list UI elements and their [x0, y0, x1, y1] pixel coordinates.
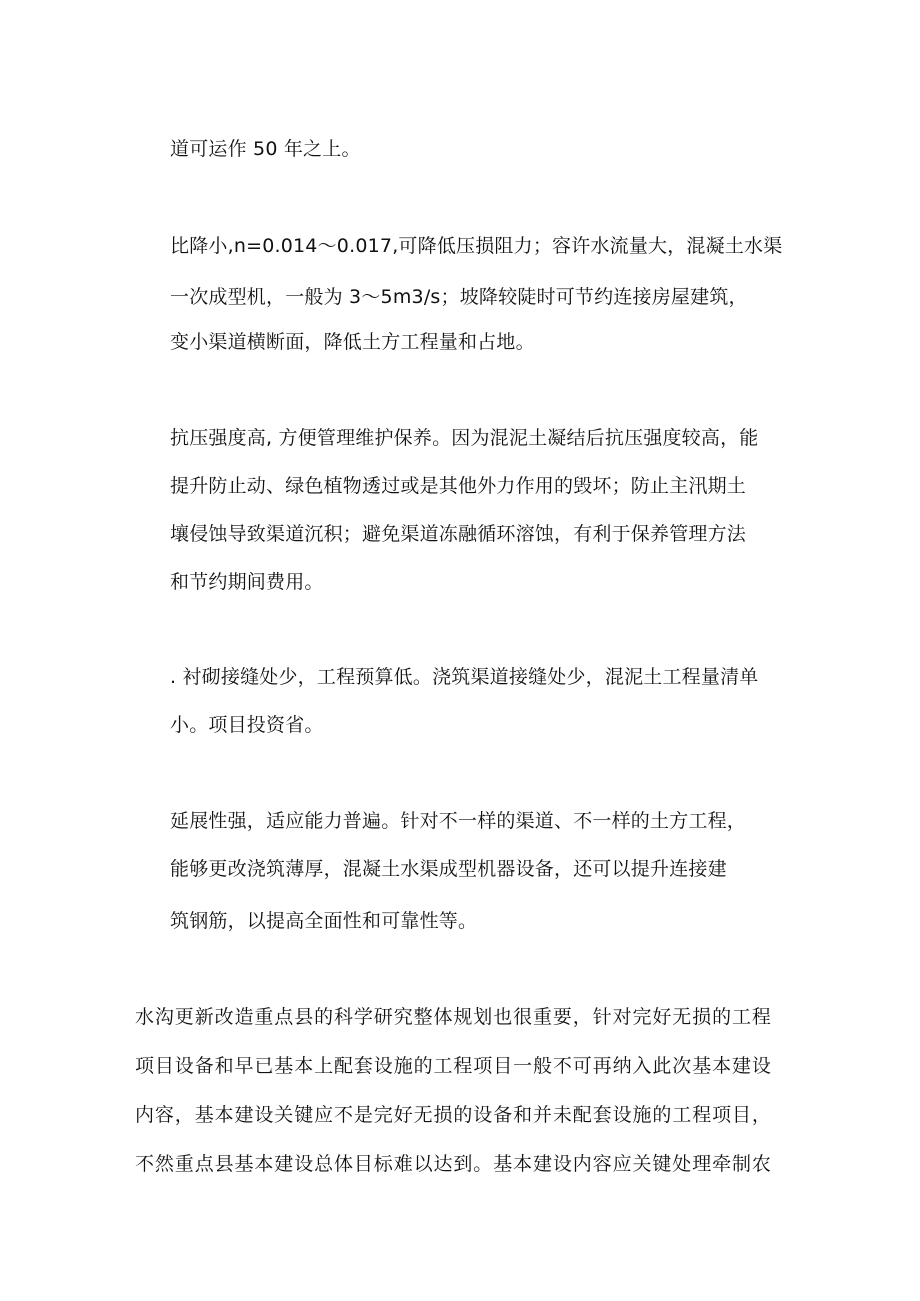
text-line: 项目设备和早已基本上配套设施的工程项目一般不可再纳入此次基本建设	[135, 1055, 772, 1077]
text-line: 筑钢筋，以提高全面性和可靠性等。	[170, 910, 478, 932]
text-line: 水沟更新改造重点县的科学研究整体规划也很重要，针对完好无损的工程	[135, 1006, 772, 1028]
text-line: 能够更改浇筑薄厚，混凝土水渠成型机器设备，还可以提升连接建	[170, 858, 727, 880]
text-line: . 衬砌接缝处少，工程预算低。浇筑渠道接缝处少，混泥土工程量清单	[170, 666, 759, 688]
text-line: 变小渠道横断面，降低土方工程量和占地。	[170, 331, 535, 353]
text-line: 提升防止动、绿色植物透过或是其他外力作用的毁坏；防止主汛期土	[170, 475, 747, 497]
text-line: 小。项目投资省。	[170, 714, 324, 736]
text-line: 内容，基本建设关键应不是完好无损的设备和并未配套设施的工程项目，	[135, 1104, 772, 1126]
text-line: 不然重点县基本建设总体目标难以达到。基本建设内容应关键处理牵制农	[135, 1153, 772, 1175]
text-line: 道可运作 50 年之上。	[170, 138, 361, 160]
text-line: 一次成型机，一般为 3～5m3/s；坡降较陡时可节约连接房屋建筑，	[170, 286, 748, 308]
text-line: 延展性强，适应能力普遍。针对不一样的渠道、不一样的土方工程，	[170, 810, 747, 832]
text-line: 和节约期间费用。	[170, 571, 324, 593]
text-line: 抗压强度高, 方便管理维护保养。因为混泥土凝结后抗压强度较高，能	[170, 427, 759, 449]
text-line: 壤侵蚀导致渠道沉积；避免渠道冻融循环溶蚀，有利于保养管理方法	[170, 523, 747, 545]
text-line: 比降小,n=0.014～0.017,可降低压损阻力；容许水流量大，混凝土水渠	[170, 235, 783, 257]
